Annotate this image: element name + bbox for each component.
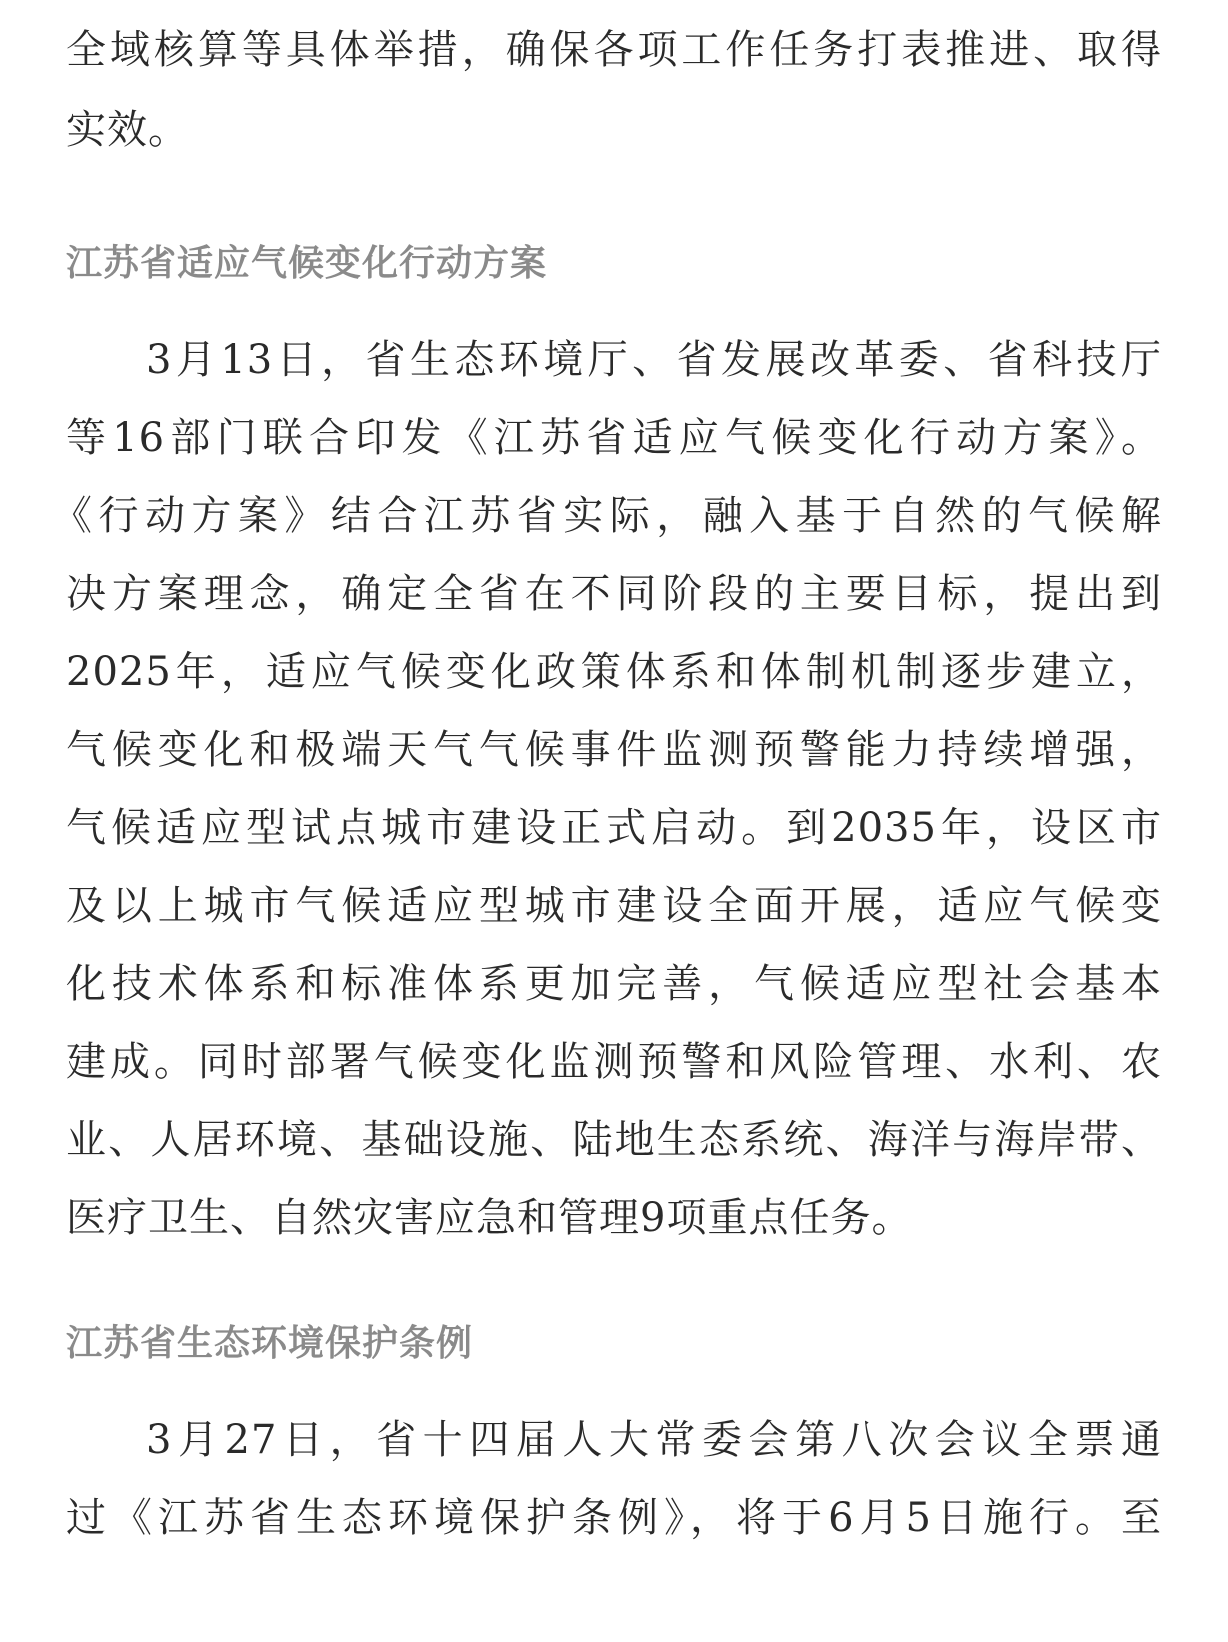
paragraph-line: 决方案理念，确定全省在不同阶段的主要目标，提出到 (66, 571, 1162, 617)
paragraph-line: 《行动方案》结合江苏省实际，融入基于自然的气候解 (52, 493, 1162, 539)
paragraph-line: 业、人居环境、基础设施、陆地生态系统、海洋与海岸带、 (66, 1117, 1162, 1163)
paragraph-line: 建成。同时部署气候变化监测预警和风险管理、水利、农 (66, 1039, 1162, 1085)
paragraph-line: 气候变化和极端天气气候事件监测预警能力持续增强， (66, 727, 1162, 773)
paragraph-line: 2025年，适应气候变化政策体系和体制机制逐步建立， (66, 649, 1162, 695)
paragraph-line: 气候适应型试点城市建设正式启动。到2035年，设区市 (66, 805, 1162, 851)
paragraph-line: 及以上城市气候适应型城市建设全面开展，适应气候变 (66, 883, 1162, 929)
paragraph-line: 过《江苏省生态环境保护条例》，将于6月5日施行。至 (66, 1495, 1162, 1541)
paragraph-line: 医疗卫生、自然灾害应急和管理9项重点任务。 (66, 1195, 913, 1241)
paragraph-line: 实效。 (66, 107, 189, 153)
paragraph-line: 3月13日，省生态环境厅、省发展改革委、省科技厅 (146, 337, 1162, 383)
section-heading: 江苏省生态环境保护条例 (66, 1323, 474, 1364)
paragraph-line: 全域核算等具体举措，确保各项工作任务打表推进、取得 (66, 27, 1162, 73)
paragraph-line: 化技术体系和标准体系更加完善，气候适应型社会基本 (66, 961, 1162, 1007)
paragraph-line: 等16部门联合印发《江苏省适应气候变化行动方案》。 (66, 415, 1162, 461)
section-heading: 江苏省适应气候变化行动方案 (66, 243, 548, 284)
paragraph-line: 3月27日，省十四届人大常委会第八次会议全票通 (146, 1417, 1162, 1463)
